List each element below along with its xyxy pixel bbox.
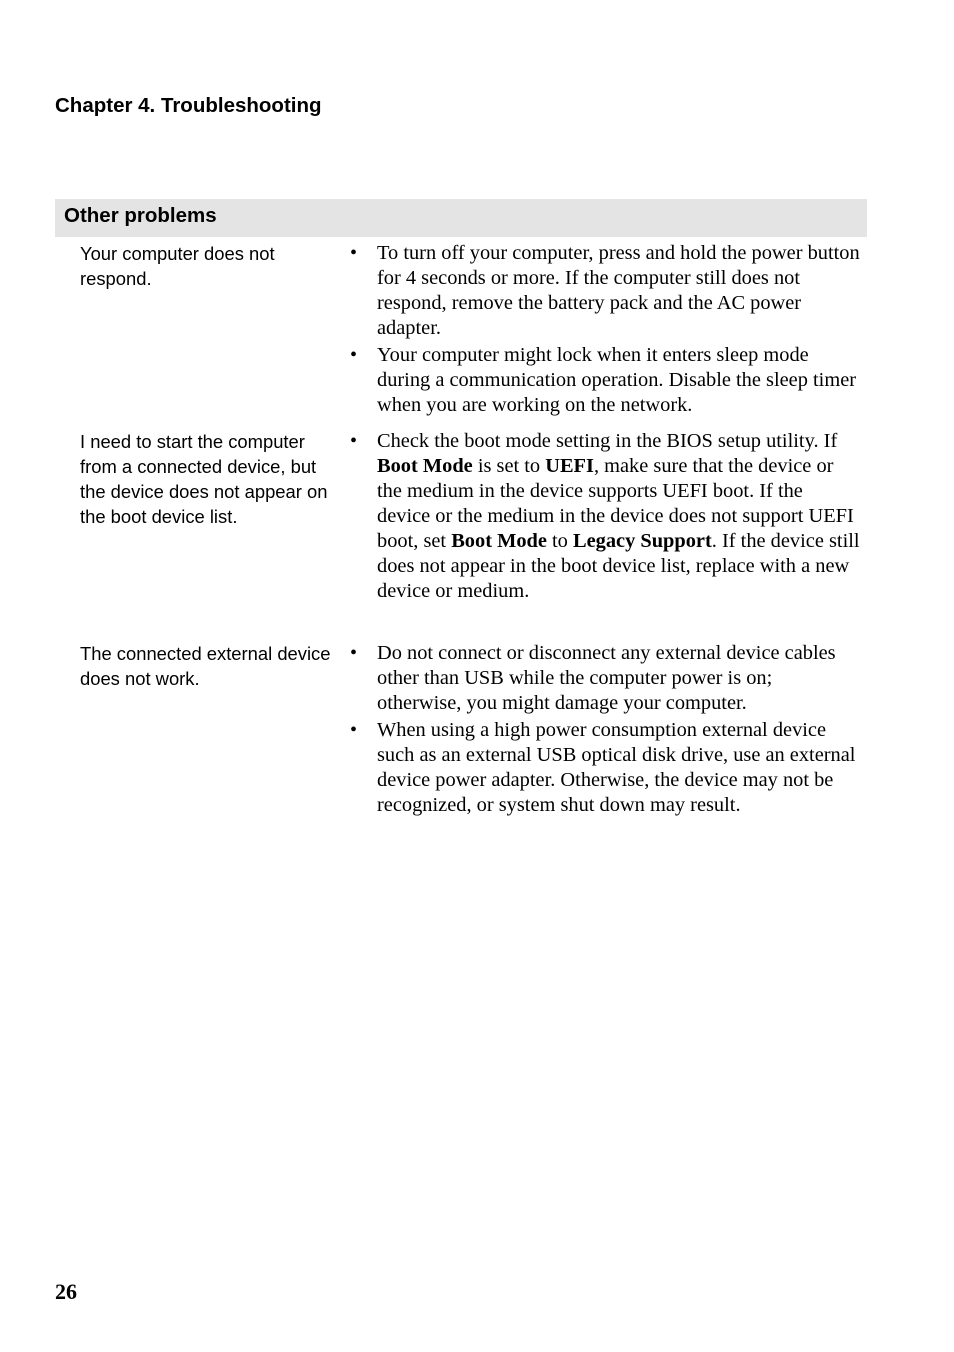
bullet-icon: • (350, 344, 358, 366)
solution-bold-term: Boot Mode (451, 530, 547, 552)
solution-list (350, 429, 860, 606)
solution-bold-term: Legacy Support (572, 530, 712, 552)
solution-item (350, 343, 860, 418)
problem-description: The connected external device does not work. (80, 643, 331, 689)
solution-text: Do not connect or disconnect any external device cables other than USB while the computer power is on; otherwise, you might damage your computer. (377, 642, 836, 714)
solution-text: . If the device still does not appear in the boot device list, replace with a new device or medium. (377, 530, 860, 602)
solution-list (350, 641, 860, 820)
chapter-title: Chapter 4. Troubleshooting (55, 94, 322, 117)
solution-item (350, 718, 860, 818)
solution-bold-term: UEFI (545, 455, 594, 477)
solution-text: to (546, 530, 573, 552)
problem-description: I need to start the computer from a connected device, but the device does not appear on the boot device list. (80, 431, 328, 527)
solution-item (350, 241, 860, 341)
section-header (55, 199, 867, 237)
problem-description: Your computer does not respond. (80, 243, 275, 289)
solution-item (350, 641, 860, 716)
solution-text: , make sure that the device or the medium in the device supports UEFI boot. If the device or the medium in the device does not support UEFI boot, set (377, 455, 854, 552)
solution-text: When using a high power consumption external device such as an external USB optical disk drive, use an external device power adapter. Otherwise, the device may not be recognized, or system shut down may result. (377, 719, 856, 816)
solution-text: is set to (472, 455, 546, 477)
bullet-icon: • (350, 719, 358, 741)
bullet-icon: • (350, 242, 358, 264)
solution-text: To turn off your computer, press and hold the power button for 4 seconds or more. If the computer still does not respond, remove the battery pack and the AC power adapter. (377, 242, 860, 339)
section-title: Other problems (64, 204, 217, 227)
page-number: 26 (55, 1279, 77, 1304)
solution-bold-term: Boot Mode (377, 455, 473, 477)
bullet-icon: • (350, 642, 358, 664)
solution-item (350, 429, 860, 604)
solution-list (350, 241, 860, 420)
solution-text: Your computer might lock when it enters sleep mode during a communication operation. Disable the sleep timer when you are working on the network. (377, 344, 857, 416)
bullet-icon: • (350, 430, 358, 452)
solution-text: Check the boot mode setting in the BIOS setup utility. If (377, 430, 838, 452)
